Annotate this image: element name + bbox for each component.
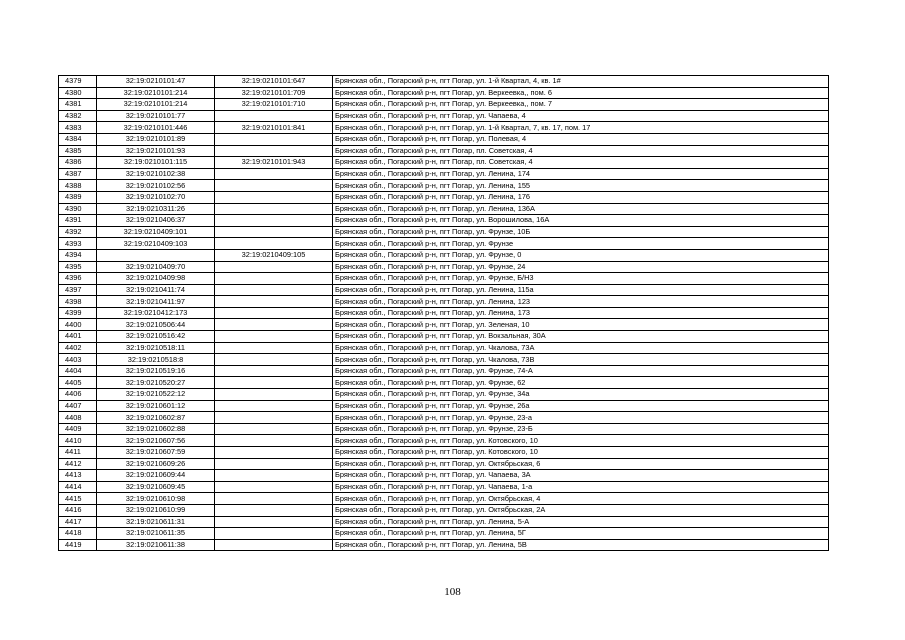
cadastral-number-2-cell: 32:19:0210101:841 — [215, 122, 333, 134]
address-cell: Брянская обл., Погарский р-н, пгт Погар, ул. Октябрьская, 2А — [333, 504, 829, 516]
address-cell: Брянская обл., Погарский р-н, пгт Погар, пл. Советская, 4 — [333, 145, 829, 157]
table-row — [59, 284, 829, 296]
row-number-cell: 4408 — [59, 412, 97, 424]
cadastral-number-2-cell — [215, 133, 333, 145]
row-number-cell: 4410 — [59, 435, 97, 447]
table-row — [59, 261, 829, 273]
address-cell: Брянская обл., Погарский р-н, пгт Погар, ул. Фрунзе, 74-А — [333, 365, 829, 377]
address-cell: Брянская обл., Погарский р-н, пгт Погар, ул. Ворошилова, 16А — [333, 215, 829, 227]
cadastral-number-cell: 32:19:0210607:56 — [97, 435, 215, 447]
address-cell: Брянская обл., Погарский р-н, пгт Погар, ул. Вокзальная, 30А — [333, 331, 829, 343]
address-cell: Брянская обл., Погарский р-н, пгт Погар, ул. Фрунзе, 26а — [333, 400, 829, 412]
cadastral-number-cell: 32:19:0210609:26 — [97, 458, 215, 470]
row-number-cell: 4403 — [59, 354, 97, 366]
cadastral-number-2-cell: 32:19:0210101:709 — [215, 87, 333, 99]
table-row — [59, 389, 829, 401]
cadastral-number-cell: 32:19:0210522:12 — [97, 389, 215, 401]
cadastral-number-2-cell — [215, 331, 333, 343]
row-number-cell: 4382 — [59, 110, 97, 122]
row-number-cell: 4388 — [59, 180, 97, 192]
row-number-cell: 4415 — [59, 493, 97, 505]
cadastral-number-2-cell — [215, 319, 333, 331]
table-row — [59, 296, 829, 308]
row-number-cell: 4409 — [59, 423, 97, 435]
table-row — [59, 145, 829, 157]
cadastral-number-2-cell — [215, 528, 333, 540]
table-row — [59, 377, 829, 389]
row-number-cell: 4380 — [59, 87, 97, 99]
cadastral-number-2-cell — [215, 400, 333, 412]
table-row — [59, 215, 829, 227]
row-number-cell: 4400 — [59, 319, 97, 331]
address-cell: Брянская обл., Погарский р-н, пгт Погар, ул. Ленина, 176 — [333, 191, 829, 203]
cadastral-number-cell: 32:19:0210518:8 — [97, 354, 215, 366]
table-row — [59, 342, 829, 354]
cadastral-number-2-cell — [215, 389, 333, 401]
address-cell: Брянская обл., Погарский р-н, пгт Погар, ул. Ленина, 173 — [333, 307, 829, 319]
row-number-cell: 4396 — [59, 273, 97, 285]
table-row — [59, 133, 829, 145]
cadastral-number-2-cell — [215, 447, 333, 459]
table-row — [59, 354, 829, 366]
address-cell: Брянская обл., Погарский р-н, пгт Погар, ул. Фрунзе, 62 — [333, 377, 829, 389]
cadastral-number-cell: 32:19:0210520:27 — [97, 377, 215, 389]
table-row — [59, 458, 829, 470]
cadastral-number-cell: 32:19:0210609:44 — [97, 470, 215, 482]
row-number-cell: 4402 — [59, 342, 97, 354]
property-table — [58, 75, 829, 551]
page-number: 108 — [444, 586, 461, 598]
cadastral-number-cell: 32:19:0210506:44 — [97, 319, 215, 331]
cadastral-number-2-cell — [215, 458, 333, 470]
row-number-cell: 4405 — [59, 377, 97, 389]
table-row — [59, 493, 829, 505]
cadastral-number-cell: 32:19:0210101:214 — [97, 87, 215, 99]
cadastral-number-2-cell — [215, 365, 333, 377]
table-row — [59, 249, 829, 261]
cadastral-number-2-cell: 32:19:0210101:943 — [215, 157, 333, 169]
cadastral-number-2-cell — [215, 215, 333, 227]
address-cell: Брянская обл., Погарский р-н, пгт Погар, ул. Фрунзе, 24 — [333, 261, 829, 273]
table-row — [59, 423, 829, 435]
address-cell: Брянская обл., Погарский р-н, пгт Погар, ул. Чапаева, 1-а — [333, 481, 829, 493]
cadastral-number-2-cell — [215, 168, 333, 180]
row-number-cell: 4383 — [59, 122, 97, 134]
cadastral-number-cell: 32:19:0210611:38 — [97, 539, 215, 551]
table-row — [59, 435, 829, 447]
table-row — [59, 504, 829, 516]
address-cell: Брянская обл., Погарский р-н, пгт Погар, ул. Чапаева, 3А — [333, 470, 829, 482]
table-row — [59, 307, 829, 319]
cadastral-number-2-cell — [215, 226, 333, 238]
cadastral-number-cell: 32:19:0210519:16 — [97, 365, 215, 377]
table-body — [59, 76, 829, 551]
cadastral-number-cell: 32:19:0210610:98 — [97, 493, 215, 505]
cadastral-number-2-cell — [215, 377, 333, 389]
cadastral-number-2-cell — [215, 539, 333, 551]
address-cell: Брянская обл., Погарский р-н, пгт Погар, ул. Котовского, 10 — [333, 435, 829, 447]
row-number-cell: 4407 — [59, 400, 97, 412]
row-number-cell: 4399 — [59, 307, 97, 319]
cadastral-number-cell: 32:19:0210518:11 — [97, 342, 215, 354]
cadastral-number-cell: 32:19:0210101:446 — [97, 122, 215, 134]
table-row — [59, 191, 829, 203]
table-row — [59, 412, 829, 424]
cadastral-number-cell: 32:19:0210411:74 — [97, 284, 215, 296]
row-number-cell: 4391 — [59, 215, 97, 227]
cadastral-number-2-cell — [215, 110, 333, 122]
row-number-cell: 4395 — [59, 261, 97, 273]
row-number-cell: 4379 — [59, 76, 97, 88]
address-cell: Брянская обл., Погарский р-н, пгт Погар, ул. Фрунзе, Б/Н3 — [333, 273, 829, 285]
cadastral-number-cell: 32:19:0210611:31 — [97, 516, 215, 528]
cadastral-number-cell: 32:19:0210102:38 — [97, 168, 215, 180]
row-number-cell: 4413 — [59, 470, 97, 482]
cadastral-number-cell: 32:19:0210602:88 — [97, 423, 215, 435]
table-row — [59, 87, 829, 99]
cadastral-number-cell: 32:19:0210102:56 — [97, 180, 215, 192]
cadastral-number-2-cell — [215, 354, 333, 366]
row-number-cell: 4398 — [59, 296, 97, 308]
row-number-cell: 4384 — [59, 133, 97, 145]
address-cell: Брянская обл., Погарский р-н, пгт Погар, ул. Ленина, 136А — [333, 203, 829, 215]
cadastral-number-cell: 32:19:0210406:37 — [97, 215, 215, 227]
cadastral-number-cell: 32:19:0210601:12 — [97, 400, 215, 412]
row-number-cell: 4393 — [59, 238, 97, 250]
cadastral-number-2-cell — [215, 423, 333, 435]
cadastral-number-2-cell: 32:19:0210101:710 — [215, 99, 333, 111]
row-number-cell: 4412 — [59, 458, 97, 470]
address-cell: Брянская обл., Погарский р-н, пгт Погар, ул. Фрунзе — [333, 238, 829, 250]
cadastral-number-cell: 32:19:0210409:98 — [97, 273, 215, 285]
address-cell: Брянская обл., Погарский р-н, пгт Погар, пл. Советская, 4 — [333, 157, 829, 169]
cadastral-number-cell: 32:19:0210602:87 — [97, 412, 215, 424]
row-number-cell: 4406 — [59, 389, 97, 401]
address-cell: Брянская обл., Погарский р-н, пгт Погар, ул. Фрунзе, 0 — [333, 249, 829, 261]
cadastral-number-2-cell — [215, 203, 333, 215]
row-number-cell: 4397 — [59, 284, 97, 296]
cadastral-number-2-cell — [215, 180, 333, 192]
cadastral-number-2-cell — [215, 284, 333, 296]
row-number-cell: 4419 — [59, 539, 97, 551]
cadastral-number-cell: 32:19:0210516:42 — [97, 331, 215, 343]
table-row — [59, 110, 829, 122]
cadastral-number-2-cell: 32:19:0210101:647 — [215, 76, 333, 88]
table-row — [59, 400, 829, 412]
address-cell: Брянская обл., Погарский р-н, пгт Погар, ул. Фрунзе, 23-а — [333, 412, 829, 424]
table-row — [59, 447, 829, 459]
table-row — [59, 481, 829, 493]
table-row — [59, 516, 829, 528]
cadastral-number-cell: 32:19:0210101:47 — [97, 76, 215, 88]
table-row — [59, 365, 829, 377]
row-number-cell: 4416 — [59, 504, 97, 516]
table-row — [59, 168, 829, 180]
address-cell: Брянская обл., Погарский р-н, пгт Погар, ул. Ленина, 123 — [333, 296, 829, 308]
cadastral-number-cell: 32:19:0210101:93 — [97, 145, 215, 157]
row-number-cell: 4385 — [59, 145, 97, 157]
table-row — [59, 122, 829, 134]
cadastral-number-cell: 32:19:0210411:97 — [97, 296, 215, 308]
address-cell: Брянская обл., Погарский р-н, пгт Погар, ул. 1-й Квартал, 7, кв. 17, пом. 17 — [333, 122, 829, 134]
row-number-cell: 4404 — [59, 365, 97, 377]
cadastral-number-2-cell — [215, 412, 333, 424]
cadastral-number-cell: 32:19:0210610:99 — [97, 504, 215, 516]
cadastral-number-cell: 32:19:0210101:115 — [97, 157, 215, 169]
table-row — [59, 528, 829, 540]
cadastral-number-2-cell — [215, 238, 333, 250]
cadastral-number-cell: 32:19:0210409:103 — [97, 238, 215, 250]
table-row — [59, 319, 829, 331]
address-cell: Брянская обл., Погарский р-н, пгт Погар, ул. Ленина, 155 — [333, 180, 829, 192]
cadastral-number-2-cell — [215, 504, 333, 516]
cadastral-number-2-cell — [215, 296, 333, 308]
address-cell: Брянская обл., Погарский р-н, пгт Погар, ул. Ленина, 174 — [333, 168, 829, 180]
row-number-cell: 4381 — [59, 99, 97, 111]
cadastral-number-2-cell — [215, 273, 333, 285]
address-cell: Брянская обл., Погарский р-н, пгт Погар, ул. 1-й Квартал, 4, кв. 1# — [333, 76, 829, 88]
table-row — [59, 539, 829, 551]
cadastral-number-cell: 32:19:0210409:70 — [97, 261, 215, 273]
cadastral-number-2-cell — [215, 516, 333, 528]
table-row — [59, 180, 829, 192]
row-number-cell: 4387 — [59, 168, 97, 180]
row-number-cell: 4417 — [59, 516, 97, 528]
table-row — [59, 76, 829, 88]
cadastral-number-2-cell: 32:19:0210409:105 — [215, 249, 333, 261]
cadastral-number-2-cell — [215, 481, 333, 493]
table-row — [59, 470, 829, 482]
table-row — [59, 331, 829, 343]
address-cell: Брянская обл., Погарский р-н, пгт Погар, ул. Октябрьская, 6 — [333, 458, 829, 470]
cadastral-number-cell: 32:19:0210412:173 — [97, 307, 215, 319]
address-cell: Брянская обл., Погарский р-н, пгт Погар, ул. Ленина, 5-А — [333, 516, 829, 528]
table-row — [59, 238, 829, 250]
address-cell: Брянская обл., Погарский р-н, пгт Погар, ул. Ленина, 5Г — [333, 528, 829, 540]
table-row — [59, 203, 829, 215]
table-row — [59, 157, 829, 169]
table-row — [59, 273, 829, 285]
cadastral-number-cell: 32:19:0210101:214 — [97, 99, 215, 111]
cadastral-number-cell: 32:19:0210609:45 — [97, 481, 215, 493]
address-cell: Брянская обл., Погарский р-н, пгт Погар, ул. Ленина, 115а — [333, 284, 829, 296]
address-cell: Брянская обл., Погарский р-н, пгт Погар, ул. Зеленая, 10 — [333, 319, 829, 331]
cadastral-number-cell: 32:19:0210607:59 — [97, 447, 215, 459]
row-number-cell: 4394 — [59, 249, 97, 261]
cadastral-number-2-cell — [215, 435, 333, 447]
cadastral-number-2-cell — [215, 145, 333, 157]
address-cell: Брянская обл., Погарский р-н, пгт Погар, ул. Чапаева, 4 — [333, 110, 829, 122]
address-cell: Брянская обл., Погарский р-н, пгт Погар, ул. Октябрьская, 4 — [333, 493, 829, 505]
row-number-cell: 4386 — [59, 157, 97, 169]
address-cell: Брянская обл., Погарский р-н, пгт Погар, ул. Веркеевка,, пом. 7 — [333, 99, 829, 111]
cadastral-number-cell: 32:19:0210101:89 — [97, 133, 215, 145]
cadastral-number-cell: 32:19:0210101:77 — [97, 110, 215, 122]
address-cell: Брянская обл., Погарский р-н, пгт Погар, ул. Фрунзе, 10Б — [333, 226, 829, 238]
cadastral-number-2-cell — [215, 307, 333, 319]
cadastral-number-2-cell — [215, 191, 333, 203]
address-cell: Брянская обл., Погарский р-н, пгт Погар, ул. Чкалова, 73А — [333, 342, 829, 354]
row-number-cell: 4418 — [59, 528, 97, 540]
cadastral-number-cell — [97, 249, 215, 261]
address-cell: Брянская обл., Погарский р-н, пгт Погар, ул. Фрунзе, 23-Б — [333, 423, 829, 435]
address-cell: Брянская обл., Погарский р-н, пгт Погар, ул. Веркеевка,, пом. 6 — [333, 87, 829, 99]
address-cell: Брянская обл., Погарский р-н, пгт Погар, ул. Полевая, 4 — [333, 133, 829, 145]
row-number-cell: 4401 — [59, 331, 97, 343]
address-cell: Брянская обл., Погарский р-н, пгт Погар, ул. Ленина, 5В — [333, 539, 829, 551]
row-number-cell: 4392 — [59, 226, 97, 238]
address-cell: Брянская обл., Погарский р-н, пгт Погар, ул. Котовского, 10 — [333, 447, 829, 459]
row-number-cell: 4390 — [59, 203, 97, 215]
row-number-cell: 4389 — [59, 191, 97, 203]
cadastral-number-2-cell — [215, 342, 333, 354]
table-row — [59, 226, 829, 238]
row-number-cell: 4414 — [59, 481, 97, 493]
cadastral-number-2-cell — [215, 470, 333, 482]
cadastral-number-2-cell — [215, 261, 333, 273]
cadastral-number-cell: 32:19:0210311:26 — [97, 203, 215, 215]
table-row — [59, 99, 829, 111]
cadastral-number-cell: 32:19:0210611:35 — [97, 528, 215, 540]
cadastral-number-2-cell — [215, 493, 333, 505]
cadastral-number-cell: 32:19:0210102:70 — [97, 191, 215, 203]
address-cell: Брянская обл., Погарский р-н, пгт Погар, ул. Чкалова, 73В — [333, 354, 829, 366]
cadastral-number-cell: 32:19:0210409:101 — [97, 226, 215, 238]
row-number-cell: 4411 — [59, 447, 97, 459]
address-cell: Брянская обл., Погарский р-н, пгт Погар, ул. Фрунзе, 34а — [333, 389, 829, 401]
